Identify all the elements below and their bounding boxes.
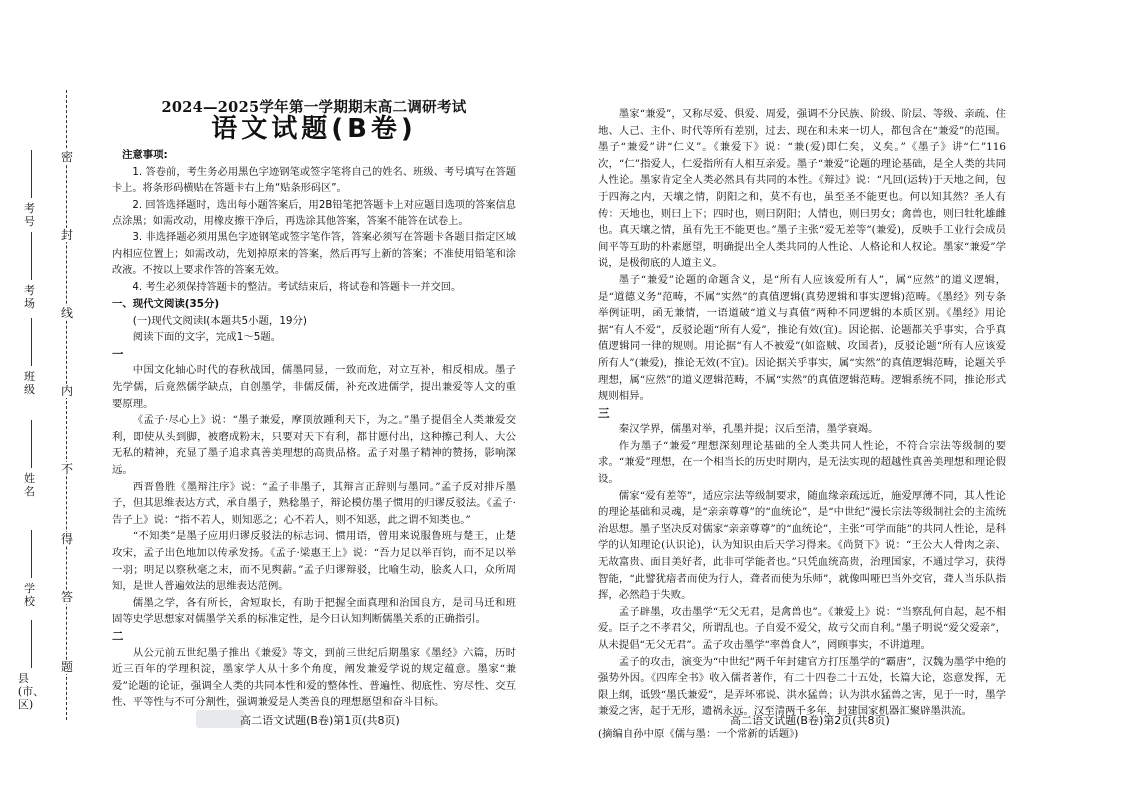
passage-paragraph: 儒家“爱有差等”，适应宗法等级制要求，随血缘亲疏远近，施爱厚薄不同，其人性论的理论基础和灵魂，是“亲亲尊尊”的“血统论”，是“中世纪”漫长宗法等级制社会的主流统治思想。墨子坚决反对儒家“亲亲尊尊”的“血统论”，主张“可学而能”的共同人性论，是科学的认知理论(认识论)，认为知识由后天学习得来。《尚贤下》说：“王公大人骨肉之亲、无故富贵、面目美好者，此非可学能者也。”只凭血统高贵，治理国家，不通过学习，获得智能，“此譬犹瘖者而使为行人，聋者而使为乐师”，就像叫哑巴当外交官，聋人当乐队指挥，必然趋于失败。 <box>598 489 1006 602</box>
notice-item: 3. 非选择题必须用黑色字迹钢笔或签字笔作答，答案必须写在答题卡各题目指定区域内相应位置上；如需改动，先划掉原来的答案，然后再写上新的答案；不准使用铅笔和涂改液。不按以上要求作答的答案无效。 <box>112 232 516 277</box>
part-number: 三 <box>598 405 610 420</box>
seal-char: 密 <box>60 150 73 164</box>
passage-paragraph: 西晋鲁胜《墨辩注序》说：“孟子非墨子，其辩言正辞则与墨同。”孟子反对排斥墨子，但其思维表达方式，承自墨子，熟稔墨子，辩论模仿墨子惯用的归谬反驳法。《孟子·告子上》说：“指不若人，则知恶之；心不若人，则不知恶，此之谓不知类也。” <box>112 480 516 526</box>
field-label: 姓名 <box>24 472 35 498</box>
exam-title: 2024—2025学年第一学期期末高二调研考试 <box>161 99 467 116</box>
field-name[interactable] <box>24 420 38 498</box>
subject-title: 语文试题(B卷) <box>211 113 417 144</box>
notice-title: 注意事项: <box>122 149 168 162</box>
passage-paragraph: 从公元前五世纪墨子推出《兼爱》等文，到前三世纪后期墨家《墨经》六篇，历时近三百年的学理积淀，墨家学人从十多个角度，阐发兼爱学说的规定蕴意。墨家“兼爱”论题的论证，强调全人类的共同本性和爱的整体性、普遍性、彻底性、穷尽性、交互性、平等性与不可分割性，强调兼爱是人类善良的理想愿望和奋斗目标。 <box>112 646 516 709</box>
field-exam-room[interactable] <box>24 232 38 310</box>
instruction: 阅读下面的文字，完成1～5题。 <box>132 331 282 344</box>
passage-paragraph: 孟子辟墨，攻击墨学“无父无君，是禽兽也”。《兼爱上》说：“当察乱何自起，起不相爱。臣子之不孝君父，所谓乱也。子自爱不爱父，故亏父而自利。”墨子明说“爱父爱亲”，从未提倡“无父无君”。孟子攻击墨学“率兽食人”，罔顾事实，不讲道理。 <box>598 605 1006 651</box>
field-exam-number[interactable] <box>24 150 38 228</box>
seal-char: 答 <box>60 590 73 604</box>
field-label: 学校 <box>24 582 35 608</box>
passage-paragraph: 墨子“兼爱”论题的命题含义，是“所有人应该爱所有人”，属“应然”的道义逻辑，是“道德义务”范畴，不属“实然”的真值逻辑(真势逻辑和事实逻辑)范畴。《墨经》列专条举例证明，函无兼情，一语道破“道义与真值”两种不同逻辑的本质区别。《墨经》用论据“有人不爱”，反驳论题“所有人爱”，推论有效(宜)。因论据、论题都关乎事实，合乎真值逻辑同一律的规则。用论据“有人不被爱”(如盗贼、攻国者)，反驳论题“所有人应该爱所有人”(兼爱)，推论无效(不宜)。因论据关乎事实，属“实然”的真值逻辑范畴，论题关乎理想，属“应然”的道义逻辑范畴，不属“实然”的真值逻辑范畴。逻辑系统不同，推论形式规则相异。 <box>598 273 1006 403</box>
passage-paragraph: 儒墨之学，各有所长，舍短取长，有助于把握全面真理和治国良方，是司马迁和班固等史学思想家对儒墨学关系的标准定性，是今日认知判断儒墨关系的正确指引。 <box>112 596 516 626</box>
passage-paragraph: 秦汉学界，儒墨对举，孔墨并提；汉后至清，墨学衰竭。 <box>618 423 879 436</box>
field-label: 考场 <box>24 284 35 310</box>
page-1-column <box>112 99 516 709</box>
field-county[interactable] <box>17 620 45 711</box>
page-footer-2: 高二语文试题(B卷)第2页(共8页) <box>730 714 890 727</box>
seal-char: 封 <box>60 228 73 242</box>
seal-char: 不 <box>60 462 73 476</box>
section-heading: 一、现代文阅读(35分) <box>112 298 220 311</box>
notice-item: 2. 回答选择题时，选出每小题答案后，用2B铅笔把答题卡上对应题目选项的答案信息点涂黑；如需改动，用橡皮擦干净后，再选涂其他答案，答案不能答在试卷上。 <box>112 199 516 227</box>
passage-paragraph: 作为墨子“兼爱”理想深刻理论基础的全人类共同人性论，不符合宗法等级制的要求。“兼爱”理想，在一个相当长的历史时期内，是无法实现的超越性真善美理想和理论假设。 <box>598 439 1006 486</box>
field-school[interactable] <box>24 530 38 608</box>
notice-item: 4. 考生必须保持答题卡的整洁。考试结束后，将试卷和答题卡一并交回。 <box>132 281 462 293</box>
seal-char: 得 <box>60 532 73 546</box>
binding-strip <box>0 0 92 794</box>
passage-paragraph: 《孟子·尽心上》说：“墨子兼爱，摩顶放踵利天下，为之。”墨子提倡全人类兼爱交利，即使从头到脚，被磨成粉末，只要对天下有利，都甘愿付出，这种擦己利人、大公无私的精神，充显了墨子追求真善美理想的高贵品格。孟子对墨子精神的赞扬，影响深远。 <box>112 414 516 476</box>
page-footer-1: 高二语文试题(B卷)第1页(共8页) <box>240 714 400 727</box>
part-number: 一 <box>112 346 124 361</box>
page-2-column <box>598 106 1006 743</box>
field-label: 县(市、区) <box>17 672 45 711</box>
passage-paragraph: “不知类”是墨子应用归谬反驳法的标志词、惯用语，曾用来说服鲁班与楚王，止楚攻宋，孟子出色地加以传承发扬。《孟子·梁惠王上》说：“吾力足以举百钧，而不足以举一羽；明足以察秋毫之末，而不见舆薪。”孟子归谬辩驳，比喻生动，脍炙人口，众所周知，是世人普遍效法的思维表达范例。 <box>112 530 516 593</box>
notice-block <box>112 147 516 296</box>
source-citation: (摘编自孙中原《儒与墨：一个常新的话题》) <box>598 727 799 740</box>
passage-paragraph: 孟子的攻击，演变为“中世纪”两千年封建官方打压墨学的“霸唐”，汉魏为墨学中绝的强势外因。《四库全书》收入儒者著作，有二十四卷二十五处，长篇大论，恣意发挥，无限上纲，诋毁“墨氏兼爱”，是弄坏邪说、洪水猛兽；认为洪水猛兽之害，见于一时，墨学兼爱之害，起于无形，遗祸永远。汉至清两千多年，封建国家机器汇聚辟墨洪流。 <box>598 655 1006 718</box>
passage-paragraph: 墨家“兼爱”，又称尽爱、俱爱、周爱，强调不分民族、阶级、阶层、等级、亲疏、住地、人己、主仆、时代等所有差别，过去、现在和未来一切人，都包含在“兼爱”的范围。墨子“兼爱”讲“仁义”。《兼爱下》说：“兼(爱)即仁矣，义矣。”《墨子》讲“仁”116次，“仁”指爱人，仁爱指所有人相互亲爱。墨子“兼爱”论题的理论基础，是全人类的共同人性论。墨家肯定全人类必然具有共同的本性。《辩过》说：“凡回(运转)于天地之间，包于四海之内，天壤之情，阴阳之和，莫不有也，虽至圣不能更也。何以知其然？圣人有传：天地也，则曰上下；四时也，则曰阴阳；人情也，则曰男女；禽兽也，则曰牡牝雄雌也。真天壤之情，虽有先王不能更也。”墨子主张“爱无差等”(兼爱)，反映手工业行会成员间平等互助的朴素愿望，明确提出全人类共同的人性论、人格论和人权论。墨家“兼爱”学说，是极彻底的人道主义。 <box>598 108 1006 270</box>
sub-heading: (一)现代文阅读Ⅰ(本题共5小题，19分) <box>132 314 307 327</box>
part-number: 二 <box>112 628 124 643</box>
passage-paragraph: 中国文化轴心时代的春秋战国，儒墨同显，一致而危，对立互补，相反相成。墨子先学儒，后竟然儒学缺点，自创墨学，非儒反儒，补充改进儒学，提出兼爱等人文的重要原理。 <box>112 364 516 410</box>
notice-item: 1. 答卷前，考生务必用黑色字迹钢笔或签字笔将自己的姓名、班级、考号填写在答题卡上。将条形码横贴在答题卡右上角“贴条形码区”。 <box>112 166 516 195</box>
seal-char: 内 <box>60 384 73 398</box>
seal-line <box>66 90 67 720</box>
field-class[interactable] <box>24 318 38 396</box>
field-label: 考号 <box>24 202 35 228</box>
seal-char: 线 <box>60 306 73 320</box>
field-label: 班级 <box>24 370 35 396</box>
seal-char: 题 <box>60 660 73 674</box>
